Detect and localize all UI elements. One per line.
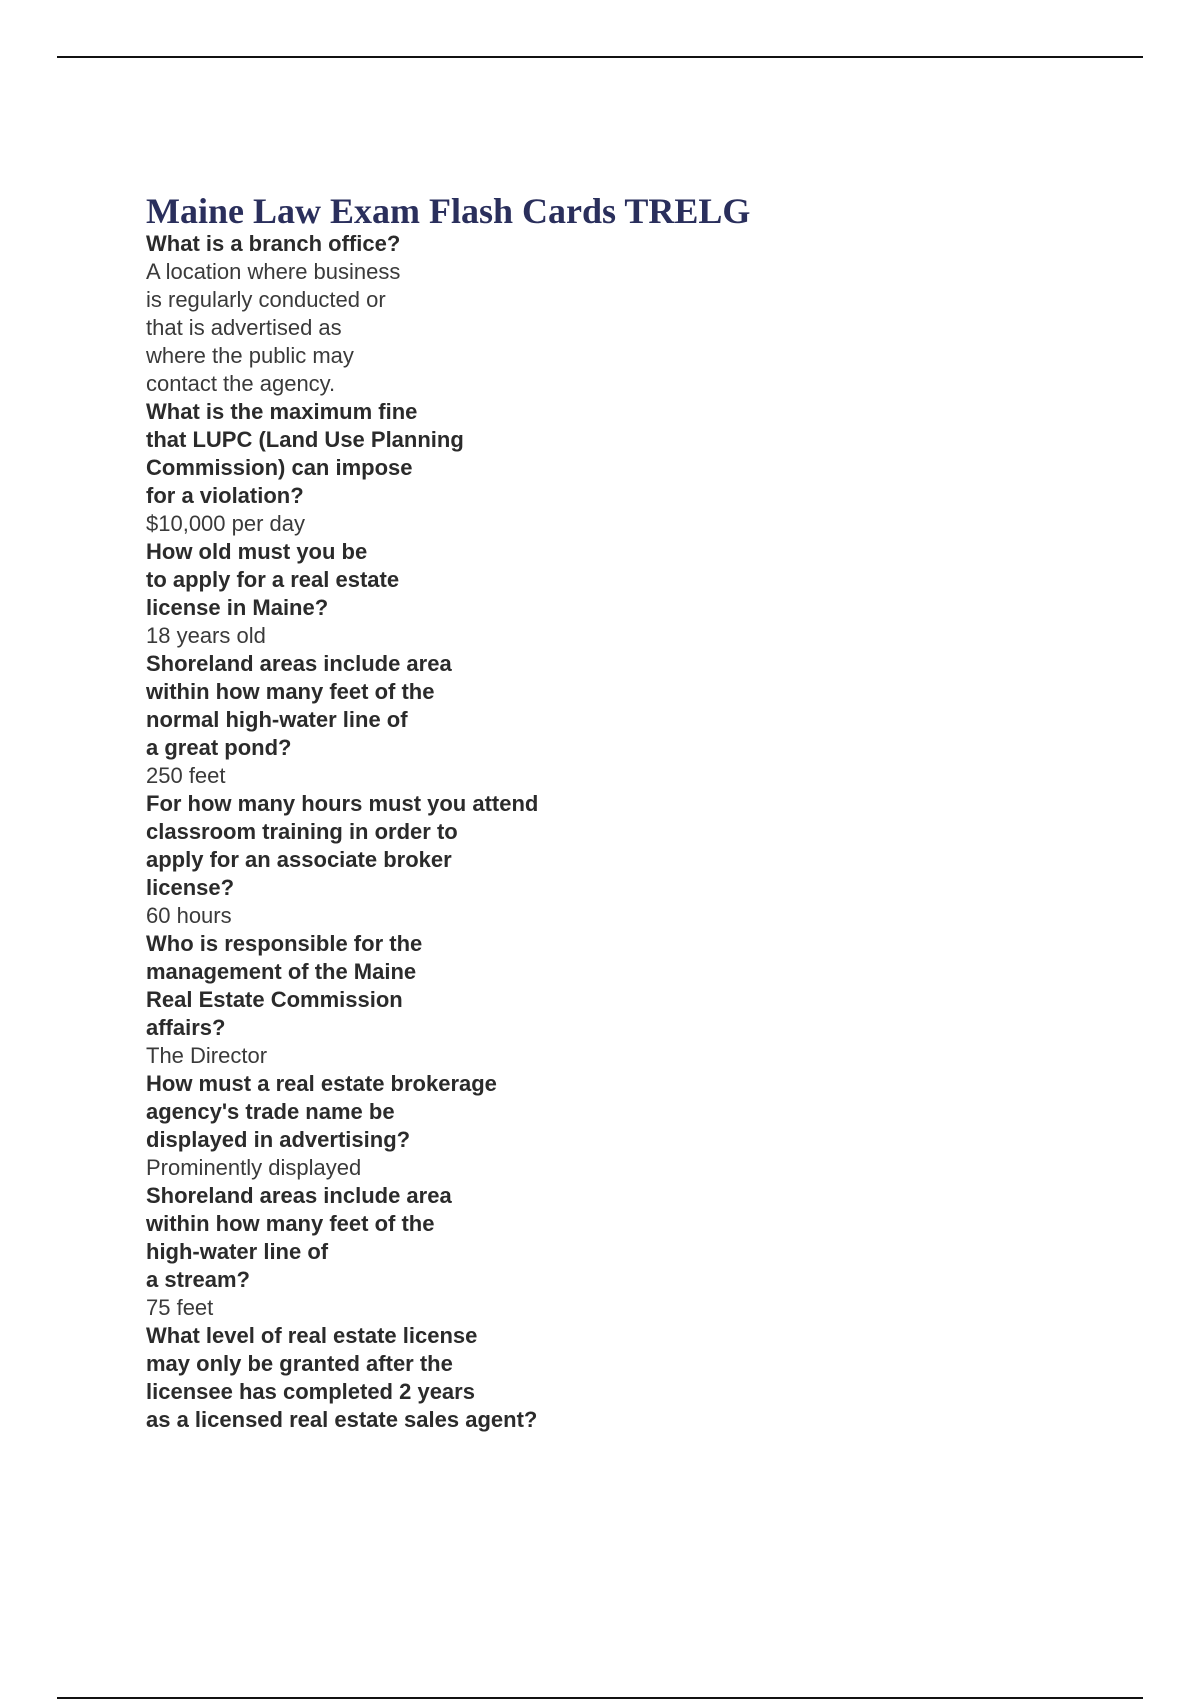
- document-body: [146, 188, 1046, 1434]
- card-question-line: a stream?: [146, 1267, 250, 1292]
- card-answer-line: 250 feet: [146, 763, 226, 788]
- card-question-line: may only be granted after the: [146, 1351, 453, 1376]
- card-answer-line: 60 hours: [146, 903, 232, 928]
- flash-card: [146, 398, 1046, 538]
- card-question-line: displayed in advertising?: [146, 1127, 411, 1152]
- card-answer-line: Prominently displayed: [146, 1155, 362, 1180]
- flash-card: [146, 230, 1046, 398]
- document-title: Maine Law Exam Flash Cards TRELG: [146, 191, 751, 231]
- flash-card: [146, 1182, 1046, 1322]
- card-question-line: How must a real estate brokerage: [146, 1071, 497, 1096]
- card-question-line: Commission) can impose: [146, 455, 413, 480]
- flash-card: [146, 930, 1046, 1070]
- card-question-line: affairs?: [146, 1015, 226, 1040]
- card-answer-line: 75 feet: [146, 1295, 214, 1320]
- card-answer-line: A location where business: [146, 259, 401, 284]
- card-question-line: license?: [146, 875, 235, 900]
- card-question-line: apply for an associate broker: [146, 847, 452, 872]
- flash-card-list: [146, 230, 1046, 1434]
- card-answer-line: 18 years old: [146, 623, 266, 648]
- card-question-line: What is a branch office?: [146, 231, 401, 256]
- header-rule: [57, 56, 1143, 58]
- card-question-line: that LUPC (Land Use Planning: [146, 427, 464, 452]
- flash-card: [146, 1070, 1046, 1182]
- card-question-line: within how many feet of the: [146, 1211, 435, 1236]
- footer-rule: [57, 1697, 1143, 1699]
- card-question-line: What level of real estate license: [146, 1323, 478, 1348]
- card-question-line: management of the Maine: [146, 959, 417, 984]
- card-answer-line: The Director: [146, 1043, 268, 1068]
- flash-card: [146, 1322, 1046, 1434]
- card-question-line: a great pond?: [146, 735, 292, 760]
- card-answer-line: contact the agency.: [146, 371, 336, 396]
- card-question-line: Real Estate Commission: [146, 987, 403, 1012]
- card-question-line: as a licensed real estate sales agent?: [146, 1407, 538, 1432]
- card-question-line: For how many hours must you attend: [146, 791, 539, 816]
- card-answer-line: where the public may: [146, 343, 354, 368]
- card-answer-line: is regularly conducted or: [146, 287, 386, 312]
- card-question-line: classroom training in order to: [146, 819, 458, 844]
- card-question-line: licensee has completed 2 years: [146, 1379, 475, 1404]
- card-answer-line: that is advertised as: [146, 315, 342, 340]
- card-question-line: Shoreland areas include area: [146, 651, 452, 676]
- card-question-line: for a violation?: [146, 483, 304, 508]
- card-question-line: Shoreland areas include area: [146, 1183, 452, 1208]
- card-question-line: What is the maximum fine: [146, 399, 418, 424]
- card-question-line: high-water line of: [146, 1239, 329, 1264]
- card-question-line: to apply for a real estate: [146, 567, 400, 592]
- card-question-line: How old must you be: [146, 539, 368, 564]
- card-question-line: Who is responsible for the: [146, 931, 423, 956]
- flash-card: [146, 790, 1046, 930]
- card-question-line: normal high-water line of: [146, 707, 408, 732]
- card-question-line: agency's trade name be: [146, 1099, 395, 1124]
- card-question-line: within how many feet of the: [146, 679, 435, 704]
- card-question-line: license in Maine?: [146, 595, 329, 620]
- flash-card: [146, 538, 1046, 650]
- flash-card: [146, 650, 1046, 790]
- card-answer-line: $10,000 per day: [146, 511, 306, 536]
